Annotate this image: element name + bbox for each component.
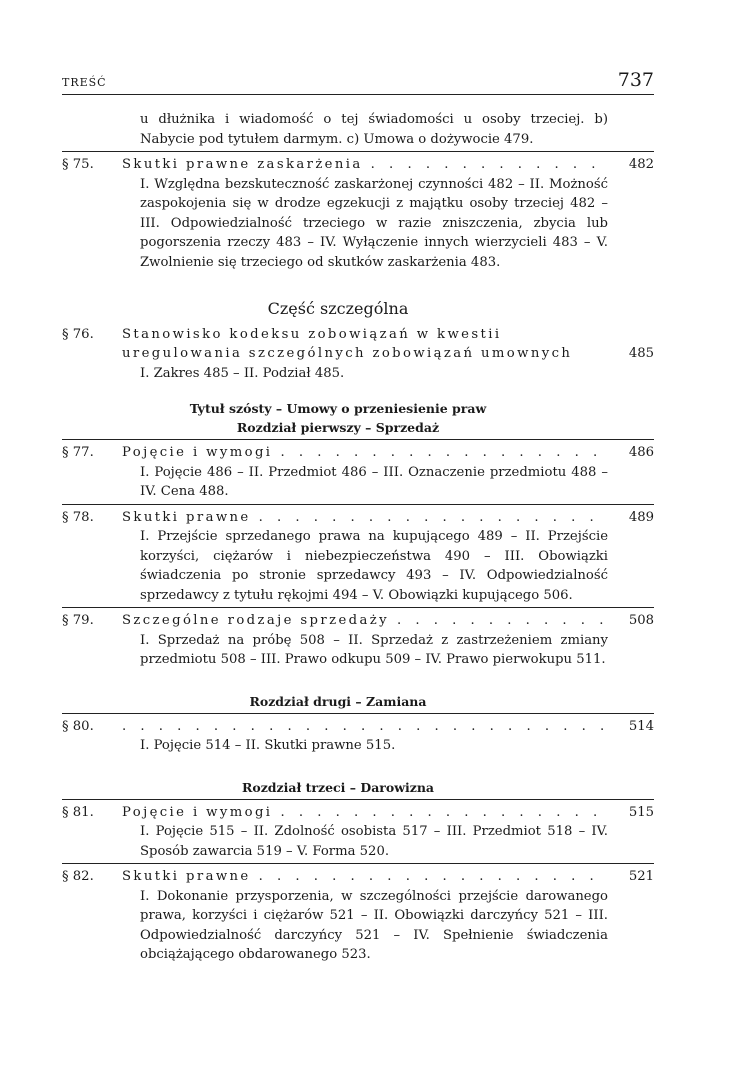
entry-page: 482 (628, 157, 654, 172)
entry-description: I. Względna bezskuteczność zaskarżonej czynności 482 – II. Możność zaspokojenia się w drodze egzekucji z majątku osoby trzeciej 482 – III. Odpowiedzialność trzeciego w razie zniszczenia, zbycia lub pogorszenia rzeczy 483 – IV. Wyłączenie innych wierzycieli 483 – V. Zwolnienie się trzeciego od skutków zaskarżenia 483. (140, 176, 608, 270)
entry-number: § 78. (62, 509, 94, 525)
entry-page: 514 (628, 718, 654, 734)
entry-divider (62, 799, 654, 800)
toc-entry-80[interactable] (62, 717, 654, 756)
entry-divider (62, 439, 654, 440)
dot-leader (371, 155, 608, 175)
entry-page: 508 (628, 613, 654, 628)
entry-number: § 81. (62, 804, 94, 820)
entry-title: Pojęcie i wymogi (122, 445, 273, 460)
entry-number: § 77. (62, 445, 94, 460)
entry-description: I. Pojęcie 514 – II. Skutki prawne 515. (140, 738, 396, 753)
chapter-heading-sale: Rozdział pierwszy – Sprzedaż (236, 420, 440, 435)
continuation-text: u dłużnika i wiadomość o tej świadomości u osoby trzeciej. b) Nabycie pod tytułem darmym. c) Umowa o dożywocie 479. (140, 112, 608, 147)
entry-description: I. Sprzedaż na próbę 508 – II. Sprzedaż z zastrzeżeniem zmiany przedmiotu 508 – III. Prawo odkupu 509 – IV. Prawo pierwokupu 511. (140, 632, 608, 667)
part-title: Część szczególna (267, 299, 409, 318)
entry-title: Pojęcie i wymogi (122, 804, 273, 820)
dot-leader (259, 508, 608, 528)
dot-leader (122, 717, 608, 737)
toc-entry-82[interactable] (62, 867, 654, 965)
entry-number: § 79. (62, 613, 94, 628)
entry-title: Skutki prawne zaskarżenia (122, 157, 363, 172)
chapter-heading-exchange: Rozdział drugi – Zamiana (249, 693, 427, 709)
entry-description: I. Zakres 485 – II. Podział 485. (140, 365, 345, 381)
header-page-number: 737 (617, 69, 654, 91)
entry-page: 485 (628, 346, 654, 361)
entry-title: Skutki prawne (122, 509, 251, 525)
entry-page: 486 (628, 445, 654, 460)
entry-description: I. Dokonanie przysporzenia, w szczególności przejście darowanego prawa, korzyści i ciężarów 521 – II. Obowiązki darczyńcy 521 – III. Odpowiedzialność darczyńcy 521 – IV. Spełnienie świadczenia obciążającego obdarowanego 523. (140, 888, 608, 962)
entry-divider (62, 713, 654, 714)
dot-leader (259, 867, 608, 887)
running-header (62, 68, 654, 95)
toc-entry-79[interactable] (62, 611, 654, 670)
entry-page: 489 (628, 509, 654, 525)
entry-page: 515 (628, 804, 654, 820)
toc-entry-78[interactable] (62, 508, 654, 606)
entry-number: § 80. (62, 718, 94, 734)
entry-divider (62, 151, 654, 152)
entry-title: Szczególne rodzaje sprzedaży (122, 613, 389, 628)
title-heading: Tytuł szósty – Umowy o przeniesienie praw (189, 401, 487, 416)
toc-entry-76[interactable] (62, 325, 654, 384)
toc-content (62, 110, 654, 965)
entry-title: Skutki prawne (122, 869, 251, 884)
header-title: TREŚĆ (62, 76, 107, 89)
entry-description: I. Pojęcie 515 – II. Zdolność osobista 517 – III. Przedmiot 518 – IV. Sposób zawarcia 519 – V. Forma 520. (140, 824, 608, 859)
toc-entry-77[interactable] (62, 443, 654, 502)
entry-number: § 82. (62, 869, 94, 884)
entry-divider (62, 504, 654, 505)
chapter-heading-donation: Rozdział trzeci – Darowizna (241, 779, 435, 795)
entry-divider (62, 607, 654, 608)
toc-entry-75[interactable] (62, 155, 654, 272)
entry-title: Stanowisko kodeksu zobowiązań w kwestii uregulowania szczególnych zobowiązań umownych (122, 326, 573, 361)
dot-leader (280, 443, 608, 463)
entry-description: I. Pojęcie 486 – II. Przedmiot 486 – III. Oznaczenie przedmiotu 488 – IV. Cena 488. (140, 464, 608, 499)
entry-page: 521 (628, 869, 654, 884)
dot-leader (397, 611, 608, 631)
entry-number: § 75. (62, 157, 94, 172)
entry-description: I. Przejście sprzedanego prawa na kupującego 489 – II. Przejście korzyści, ciężarów i niebezpieczeństwa 490 – III. Obowiązki świadczenia po stronie sprzedawcy 493 – IV. Odpowiedzialność sprzedawcy z tytułu rękojmi 494 – V. Obowiązki kupującego 506. (140, 529, 608, 603)
entry-divider (62, 863, 654, 864)
entry-number: § 76. (62, 326, 94, 342)
toc-entry-81[interactable] (62, 803, 654, 862)
dot-leader (280, 803, 608, 823)
